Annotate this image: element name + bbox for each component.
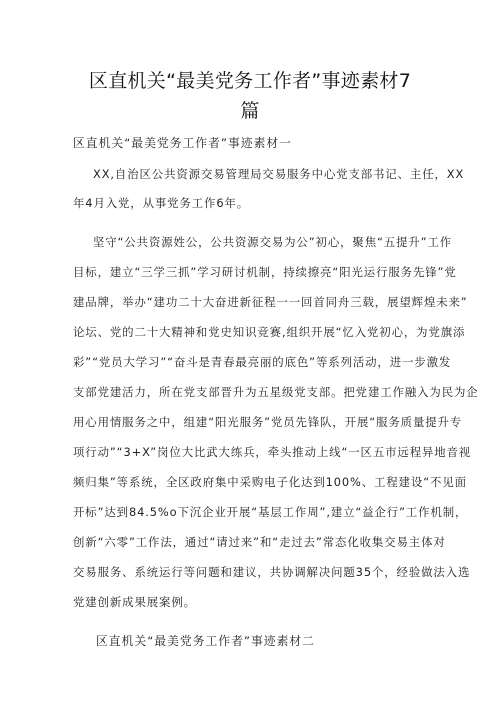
intro-line: 年4月入党，从事党务工作6年。: [73, 196, 250, 210]
document-title-line-2: 篇: [240, 100, 260, 122]
body-line: 党建创新成果展案例。: [73, 595, 196, 609]
body-line: 频归集”等系统，全区政府集中采购电子化达到100%、工程建设“不见面: [73, 475, 467, 489]
body-line: 开标”达到84.5%o下沉企业开展“基层工作周”,建立“益企行”工作机制，: [73, 505, 468, 519]
body-line: 目标，建立“三学三抓”学习研讨机制，持续擦亮“阳光运行服务先锋”党: [73, 265, 457, 279]
body-line: 用心用情服务之中，组建“阳光服务”党员先锋队，开展“服务质量提升专: [73, 415, 463, 429]
section-1-heading: 区直机关“最美党务工作者”事迹素材一: [73, 136, 292, 150]
body-line: 建品牌，举办“建功二十大奋进新征程一一回首同舟三载，展望辉煌未来”: [73, 295, 468, 309]
body-line: 论坛、党的二十大精神和党史知识竞赛,组织开展“忆入党初心，为党旗添: [73, 325, 466, 339]
intro-line: XX,自治区公共资源交易管理局交易服务中心党支部书记、主任，XX: [93, 167, 465, 181]
body-line: 项行动”“3+X”岗位大比武大练兵，牵头推动上线“一区五市远程异地音视: [73, 445, 472, 459]
section-2-heading: 区直机关“最美党务工作者”事迹素材二: [96, 634, 315, 648]
body-line: 创新“六零”工作法，通过“请过来”和“走过去”常态化收集交易主体对: [73, 535, 446, 549]
document-title-line-1: 区直机关“最美党务工作者”事迹素材7: [88, 70, 412, 92]
body-line: 支部党建活力，所在党支部晋升为五星级党支部。把党建工作融入为民为企: [73, 385, 479, 399]
body-line: 彩”“党员大学习”“奋斗是青春最亮丽的底色”等系列活动，进一步激发: [73, 355, 452, 369]
body-line: 交易服务、系统运行等问题和建议，共协调解决问题35个，经验做法入选: [73, 565, 471, 579]
body-line: 坚守“公共资源姓公，公共资源交易为公”初心，聚焦“五提升”工作: [93, 235, 453, 249]
